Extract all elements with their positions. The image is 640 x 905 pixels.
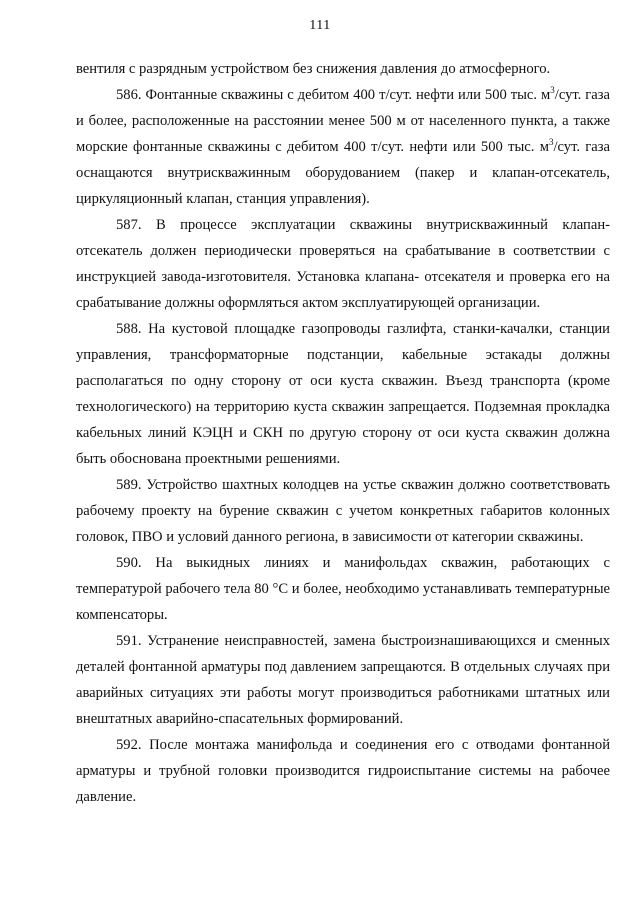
paragraph-text: /сут. газа и более, расположенные на расстоянии менее 500 м от населенного пункта, а также морские фонтанные скважины с дебитом 400 т/сут. нефти или 500 тыс. м bbox=[76, 87, 610, 155]
paragraph-text: 586. Фонтанные скважины с дебитом 400 т/сут. нефти или 500 тыс. м bbox=[116, 87, 551, 103]
paragraph-586 bbox=[76, 82, 610, 212]
paragraph-text: 591. Устранение неисправностей, замена быстроизнашивающихся и сменных деталей фонтанной арматуры под давлением запрещаются. В отдельных случаях при аварийных ситуациях эти работы могут производиться работниками штатных или внештатных аварийно-спасательных формирований. bbox=[76, 633, 610, 727]
paragraph-text: 590. На выкидных линиях и манифольдах скважин, работающих с температурой рабочего тела 80 °С и более, необходимо устанавливать температурные компенсаторы. bbox=[76, 555, 610, 623]
paragraph-text: 587. В процессе эксплуатации скважины внутрискважинный клапан-отсекатель должен периодически проверяться на срабатывание в соответствии с инструкцией завода-изготовителя. Установка клапана- отсекателя и проверка его на срабатывание должны оформляться актом эксплуатирующей организации. bbox=[76, 217, 610, 311]
page-number: 111 bbox=[309, 18, 331, 33]
document-body bbox=[76, 56, 610, 810]
paragraph-588 bbox=[76, 316, 610, 472]
paragraph-590 bbox=[76, 550, 610, 628]
paragraph-text: вентиля с разрядным устройством без снижения давления до атмосферного. bbox=[76, 61, 551, 77]
paragraph-589 bbox=[76, 472, 610, 550]
paragraph-587 bbox=[76, 212, 610, 316]
superscript: 3 bbox=[548, 137, 554, 148]
paragraph-592 bbox=[76, 732, 610, 810]
paragraph-text: /сут. газа оснащаются внутрискважинным оборудованием (пакер и клапан-отсекатель, циркуляционный клапан, станция управления). bbox=[76, 139, 610, 207]
paragraph-text: 592. После монтажа манифольда и соединения его с отводами фонтанной арматуры и трубной головки производится гидроиспытание системы на рабочее давление. bbox=[76, 737, 610, 805]
paragraph-text: 588. На кустовой площадке газопроводы газлифта, станки-качалки, станции управления, трансформаторные подстанции, кабельные эстакады должны располагаться по одну сторону от оси куста скважин. Въезд транспорта (кроме технологического) на территорию куста скважин запрещается. Подземная прокладка кабельных линий КЭЦН и СКН по другую сторону от оси куста скважин должна быть обоснована проектными решениями. bbox=[76, 321, 610, 467]
superscript: 3 bbox=[550, 85, 555, 96]
paragraph-591 bbox=[76, 628, 610, 732]
paragraph-continuation bbox=[76, 56, 610, 82]
paragraph-text: 589. Устройство шахтных колодцев на устье скважин должно соответствовать рабочему проекту на бурение скважин с учетом конкретных габаритов колонных головок, ПВО и условий данного региона, в зависимости от категории скважины. bbox=[76, 477, 610, 545]
